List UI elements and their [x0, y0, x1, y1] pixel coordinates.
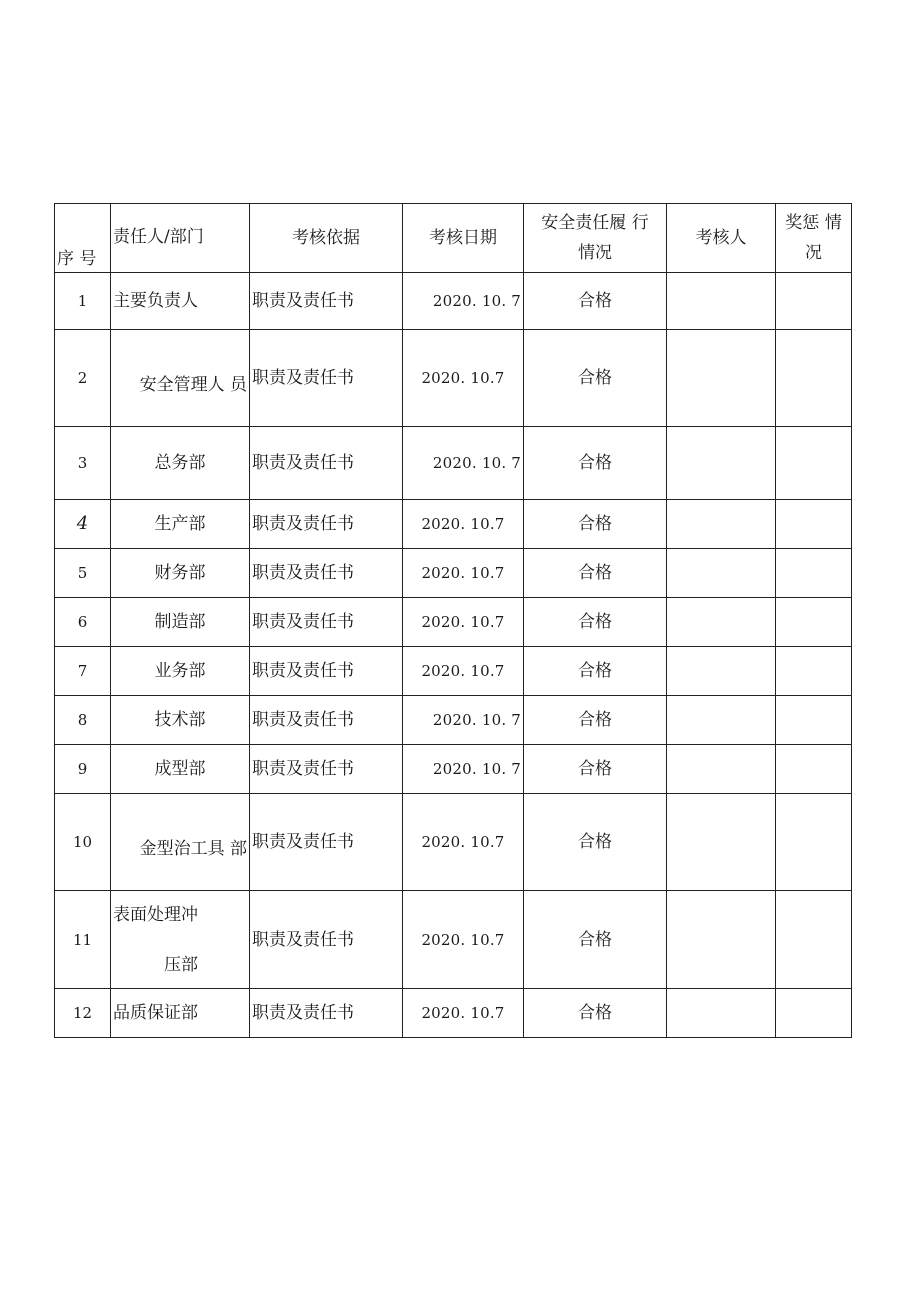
- row-result: 合格: [524, 273, 667, 330]
- row-assessor: [667, 794, 776, 891]
- row-assessor: [667, 891, 776, 989]
- row-date: 2020. 10.7: [403, 989, 524, 1038]
- row-basis: 职责及责任书: [250, 989, 403, 1038]
- row-date: 2020. 10. 7: [403, 273, 524, 330]
- safety-responsibility-assessment-table: [54, 203, 852, 1038]
- table-row: [55, 989, 852, 1038]
- row-date: 2020. 10. 7: [403, 745, 524, 794]
- header-seq: 序 号: [55, 204, 111, 273]
- row-basis: 职责及责任书: [250, 273, 403, 330]
- row-reward: [776, 427, 852, 500]
- row-result: 合格: [524, 647, 667, 696]
- header-performance-line2: 情况: [578, 243, 612, 263]
- table-row: [55, 794, 852, 891]
- header-basis: 考核依据: [250, 204, 403, 273]
- table-row: [55, 330, 852, 427]
- row-dept: 安全管理人 员: [111, 330, 250, 427]
- row-result: 合格: [524, 891, 667, 989]
- row-result: 合格: [524, 696, 667, 745]
- row-reward: [776, 794, 852, 891]
- table-row: [55, 891, 852, 989]
- row-basis: 职责及责任书: [250, 330, 403, 427]
- row-dept: 金型治工具 部: [111, 794, 250, 891]
- row-seq: 8: [55, 696, 111, 745]
- row-assessor: [667, 989, 776, 1038]
- row-date: 2020. 10.7: [403, 647, 524, 696]
- row-assessor: [667, 549, 776, 598]
- row-dept: 技术部: [111, 696, 250, 745]
- table-row: [55, 647, 852, 696]
- row-seq: 11: [55, 891, 111, 989]
- table-row: [55, 273, 852, 330]
- row-seq: 10: [55, 794, 111, 891]
- row-seq: 9: [55, 745, 111, 794]
- row-basis: 职责及责任书: [250, 745, 403, 794]
- row-seq: 7: [55, 647, 111, 696]
- row-basis: 职责及责任书: [250, 696, 403, 745]
- row-reward: [776, 696, 852, 745]
- row-assessor: [667, 427, 776, 500]
- header-assessor: 考核人: [667, 204, 776, 273]
- row-dept-line2: 压部: [164, 954, 198, 975]
- row-assessor: [667, 696, 776, 745]
- row-result: 合格: [524, 989, 667, 1038]
- table-row: [55, 696, 852, 745]
- row-dept: 业务部: [111, 647, 250, 696]
- row-reward: [776, 745, 852, 794]
- row-date: 2020. 10.7: [403, 500, 524, 549]
- row-reward: [776, 549, 852, 598]
- row-assessor: [667, 500, 776, 549]
- row-reward: [776, 989, 852, 1038]
- table-header-row: [55, 204, 852, 273]
- row-date: 2020. 10.7: [403, 330, 524, 427]
- row-date: 2020. 10.7: [403, 794, 524, 891]
- row-reward: [776, 647, 852, 696]
- row-reward: [776, 273, 852, 330]
- assessment-sheet: [54, 203, 851, 1038]
- table-row: [55, 549, 852, 598]
- row-result: 合格: [524, 745, 667, 794]
- row-seq: 4: [55, 500, 111, 549]
- row-result: 合格: [524, 500, 667, 549]
- row-dept: 财务部: [111, 549, 250, 598]
- row-assessor: [667, 598, 776, 647]
- row-basis: 职责及责任书: [250, 500, 403, 549]
- row-reward: [776, 598, 852, 647]
- row-dept: 总务部: [111, 427, 250, 500]
- table-row: [55, 745, 852, 794]
- row-date: 2020. 10. 7: [403, 427, 524, 500]
- row-reward: [776, 330, 852, 427]
- row-date: 2020. 10.7: [403, 598, 524, 647]
- row-basis: 职责及责任书: [250, 891, 403, 989]
- header-dept: 责任人/部门: [111, 204, 250, 273]
- row-assessor: [667, 647, 776, 696]
- row-dept: 生产部: [111, 500, 250, 549]
- row-assessor: [667, 745, 776, 794]
- row-result: 合格: [524, 330, 667, 427]
- row-dept: [111, 891, 250, 989]
- header-reward-line2: 况: [805, 243, 822, 263]
- row-assessor: [667, 273, 776, 330]
- row-seq: 2: [55, 330, 111, 427]
- row-result: 合格: [524, 598, 667, 647]
- row-basis: 职责及责任书: [250, 647, 403, 696]
- row-basis: 职责及责任书: [250, 549, 403, 598]
- row-result: 合格: [524, 794, 667, 891]
- header-date: 考核日期: [403, 204, 524, 273]
- row-seq: 12: [55, 989, 111, 1038]
- row-dept: 制造部: [111, 598, 250, 647]
- row-reward: [776, 891, 852, 989]
- row-basis: 职责及责任书: [250, 794, 403, 891]
- row-dept: 品质保证部: [111, 989, 250, 1038]
- table-row: [55, 427, 852, 500]
- row-seq: 1: [55, 273, 111, 330]
- row-reward: [776, 500, 852, 549]
- row-date: 2020. 10.7: [403, 891, 524, 989]
- row-dept: 主要负责人: [111, 273, 250, 330]
- row-assessor: [667, 330, 776, 427]
- row-dept-line1: 表面处理冲: [113, 904, 198, 925]
- header-reward: [776, 204, 852, 273]
- row-basis: 职责及责任书: [250, 598, 403, 647]
- row-seq: 6: [55, 598, 111, 647]
- table-row: [55, 500, 852, 549]
- header-reward-line1: 奖惩 情: [785, 213, 842, 233]
- row-basis: 职责及责任书: [250, 427, 403, 500]
- table-row: [55, 598, 852, 647]
- row-dept: 成型部: [111, 745, 250, 794]
- row-result: 合格: [524, 549, 667, 598]
- header-performance: [524, 204, 667, 273]
- row-result: 合格: [524, 427, 667, 500]
- header-performance-line1: 安全责任履 行: [541, 213, 649, 233]
- row-date: 2020. 10.7: [403, 549, 524, 598]
- row-seq: 3: [55, 427, 111, 500]
- row-date: 2020. 10. 7: [403, 696, 524, 745]
- row-seq: 5: [55, 549, 111, 598]
